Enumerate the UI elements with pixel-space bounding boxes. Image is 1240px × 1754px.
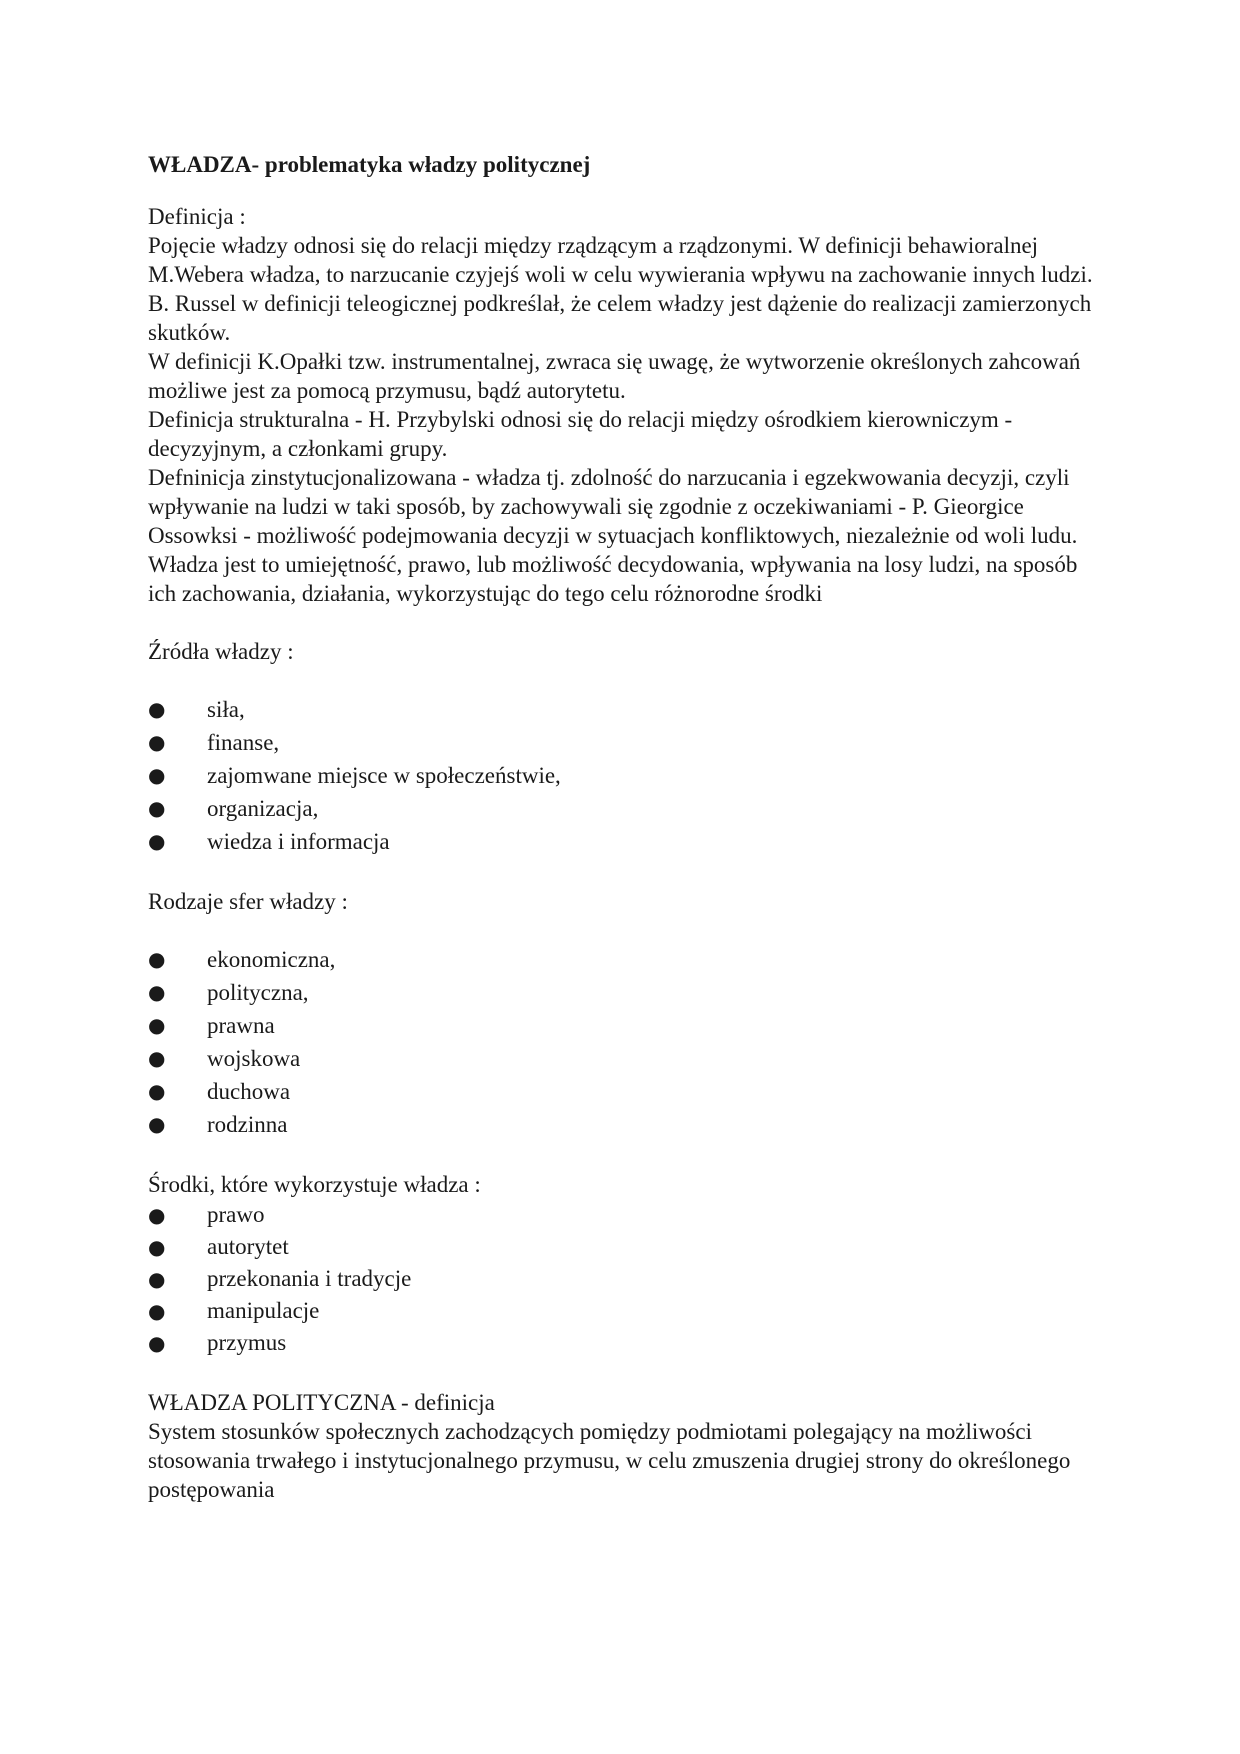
list-item-text: ekonomiczna, (207, 947, 336, 972)
list-item (148, 759, 1098, 792)
bullet-icon: ● (148, 980, 166, 1004)
bullet-icon: ● (148, 763, 166, 787)
list-item-text: prawo (207, 1202, 265, 1227)
list-item-text: organizacja, (207, 796, 319, 821)
bullet-icon: ● (148, 1299, 166, 1323)
means-list (148, 1199, 1098, 1359)
list-item (148, 1108, 1098, 1141)
list-item (148, 1231, 1098, 1263)
list-item (148, 943, 1098, 976)
bullet-icon: ● (148, 730, 166, 754)
list-item (148, 1327, 1098, 1359)
document-title: WŁADZA- problematyka władzy politycznej (148, 152, 591, 177)
bullet-icon: ● (148, 697, 166, 721)
bullet-icon: ● (148, 1203, 166, 1227)
definition-paragraph: Ossowksi - możliwość podejmowania decyzji w sytuacjach konfliktowych, niezależnie od woli ludu. (148, 523, 1078, 548)
political-heading: WŁADZA POLITYCZNA - definicja (148, 1390, 495, 1415)
spheres-heading: Rodzaje sfer władzy : (148, 889, 348, 914)
list-item (148, 1075, 1098, 1108)
list-item-text: prawna (207, 1013, 275, 1038)
list-item (148, 1042, 1098, 1075)
list-item (148, 825, 1098, 858)
list-item-text: przekonania i tradycje (207, 1266, 412, 1291)
list-item (148, 792, 1098, 825)
list-item (148, 1263, 1098, 1295)
definition-paragraph: Definicja strukturalna - H. Przybylski odnosi się do relacji między ośrodkiem kierowniczym - decyzyjnym, a członkami grupy. (148, 407, 1013, 461)
political-paragraph: System stosunków społecznych zachodzących pomiędzy podmiotami polegający na możliwości stosowania trwałego i instytucjonalnego przymusu, w celu zmuszenia drugiej strony do określonego postępowania (148, 1419, 1071, 1502)
list-item-text: siła, (207, 697, 245, 722)
list-item (148, 1009, 1098, 1042)
bullet-icon: ● (148, 1013, 166, 1037)
bullet-icon: ● (148, 1079, 166, 1103)
bullet-icon: ● (148, 1235, 166, 1259)
list-item-text: finanse, (207, 730, 280, 755)
list-item-text: polityczna, (207, 980, 309, 1005)
means-heading: Środki, które wykorzystuje władza : (148, 1172, 481, 1197)
definition-paragraph: W definicji K.Opałki tzw. instrumentalnej, zwraca się uwagę, że wytworzenie określonych zahcowań możliwe jest za pomocą przymusu, bądź autorytetu. (148, 349, 1081, 403)
definition-paragraph: Defninicja zinstytucjonalizowana - władza tj. zdolność do narzucania i egzekwowania decyzji, czyli wpływanie na ludzi w taki sposób, by zachowywali się zgodnie z oczekiwaniami - P. Gieorgice (148, 465, 1070, 519)
list-item-text: przymus (207, 1330, 287, 1355)
definition-paragraph: Pojęcie władzy odnosi się do relacji między rządzącym a rządzonymi. W definicji behawioralnej M.Webera władza, to narzucanie czyjejś woli w celu wywierania wpływu na zachowanie innych ludzi. (148, 233, 1093, 287)
bullet-icon: ● (148, 1046, 166, 1070)
list-item-text: autorytet (207, 1234, 289, 1259)
document-page (148, 150, 1098, 1504)
list-item (148, 1295, 1098, 1327)
definition-paragraph: Władza jest to umiejętność, prawo, lub możliwość decydowania, wpływania na losy ludzi, na sposób ich zachowania, działania, wykorzystując do tego celu różnorodne środki (148, 552, 1078, 606)
list-item-text: rodzinna (207, 1112, 288, 1137)
bullet-icon: ● (148, 1331, 166, 1355)
list-item-text: zajomwane miejsce w społeczeństwie, (207, 763, 561, 788)
list-item-text: wiedza i informacja (207, 829, 390, 854)
bullet-icon: ● (148, 947, 166, 971)
list-item-text: wojskowa (207, 1046, 301, 1071)
list-item (148, 1199, 1098, 1231)
definition-heading: Definicja : (148, 204, 246, 229)
bullet-icon: ● (148, 796, 166, 820)
list-item (148, 726, 1098, 759)
bullet-icon: ● (148, 829, 166, 853)
list-item (148, 976, 1098, 1009)
bullet-icon: ● (148, 1112, 166, 1136)
list-item (148, 693, 1098, 726)
spheres-list (148, 943, 1098, 1141)
sources-heading: Źródła władzy : (148, 639, 294, 664)
list-item-text: duchowa (207, 1079, 291, 1104)
bullet-icon: ● (148, 1267, 166, 1291)
list-item-text: manipulacje (207, 1298, 320, 1323)
sources-list (148, 693, 1098, 858)
definition-paragraph: B. Russel w definicji teleogicznej podkreślał, że celem władzy jest dążenie do realizacji zamierzonych skutków. (148, 291, 1092, 345)
